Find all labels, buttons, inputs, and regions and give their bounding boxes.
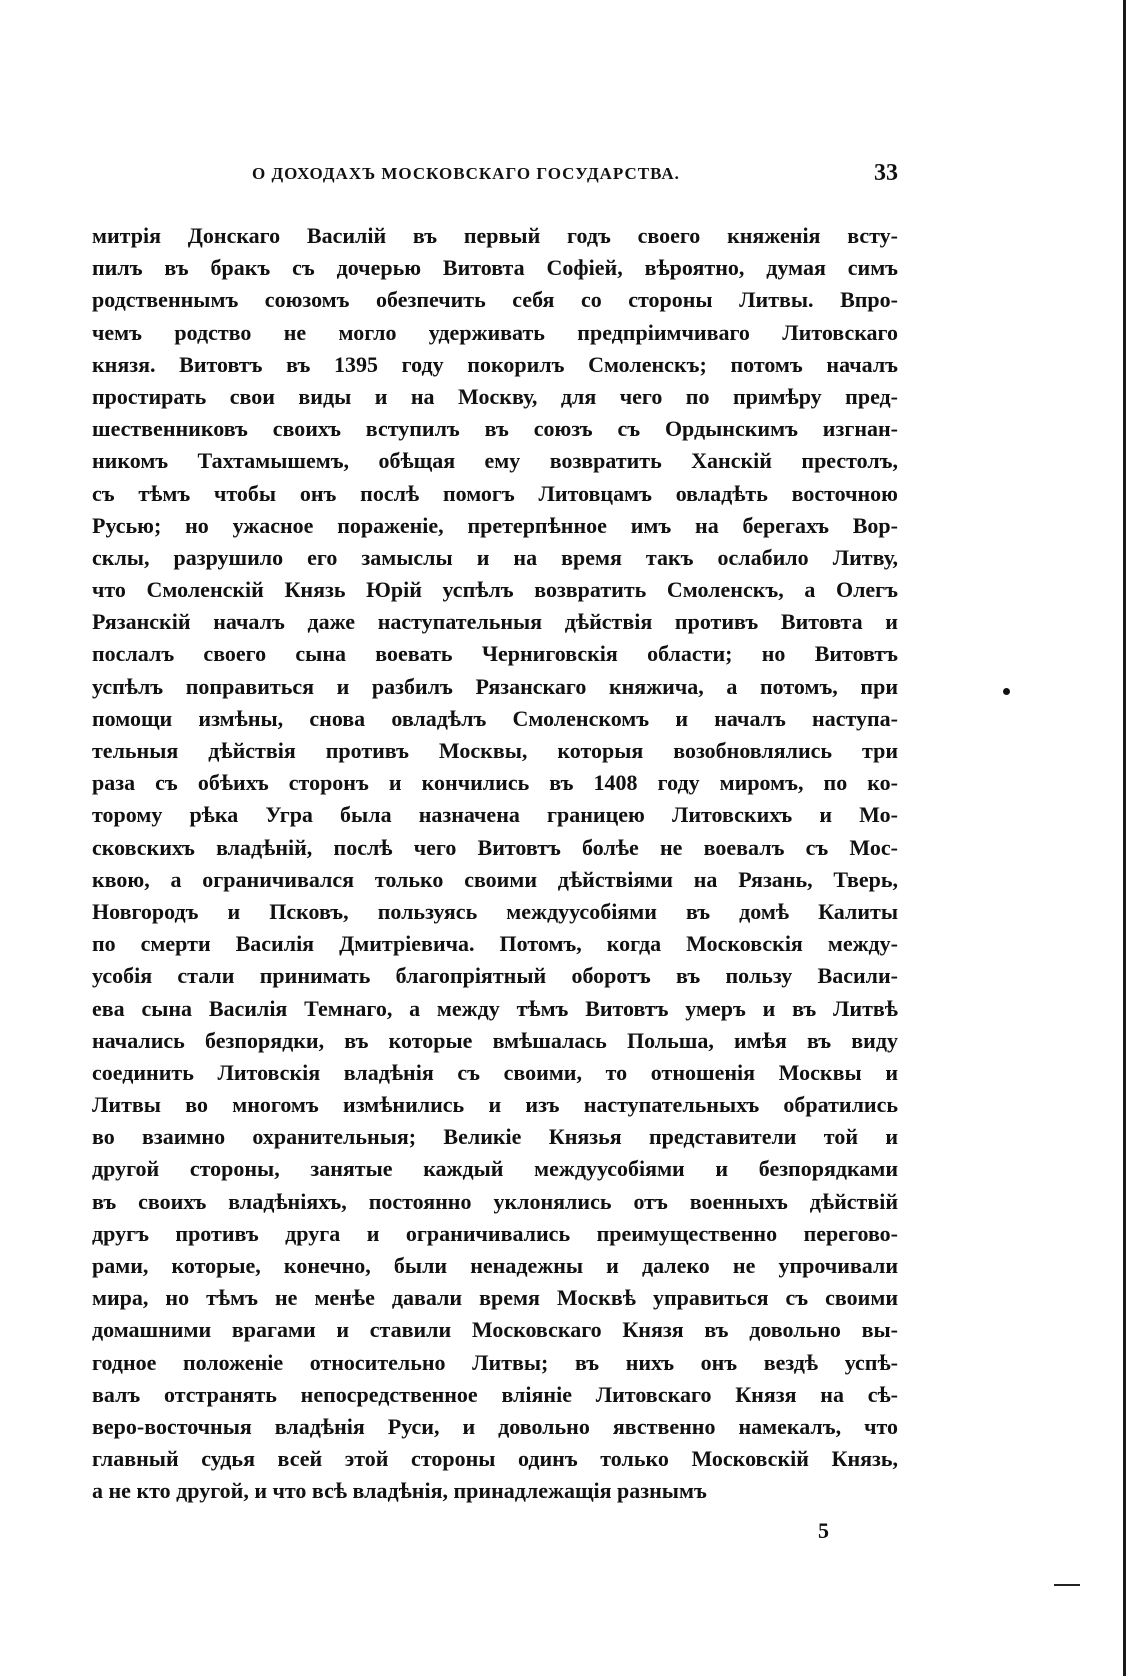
- text-line: усобія стали принимать благопріятный оборотъ въ пользу Васили-: [92, 963, 898, 989]
- text-line: родственнымъ союзомъ обезпечить себя со стороны Литвы. Впро-: [92, 287, 898, 313]
- margin-rule: [1054, 1584, 1080, 1586]
- text-line: успѣлъ поправиться и разбилъ Рязанскаго княжича, а потомъ, при: [92, 673, 898, 699]
- ink-speck: [1003, 688, 1010, 695]
- text-line: въ своихъ владѣніяхъ, постоянно уклонялись отъ военныхъ дѣйствій: [92, 1188, 898, 1214]
- signature-mark: 5: [818, 1518, 829, 1543]
- text-line: раза съ обѣихъ сторонъ и кончились въ 1408 году миромъ, по ко-: [92, 770, 898, 796]
- text-line: главный судья всей этой стороны одинъ только Московскій Князь,: [92, 1446, 898, 1472]
- text-line: а не кто другой, и что всѣ владѣнія, принадлежащія разнымъ: [92, 1478, 707, 1504]
- text-line: по смерти Василія Дмитріевича. Потомъ, когда Московскія между-: [92, 931, 898, 957]
- text-line: другъ противъ друга и ограничивались преимущественно перегово-: [92, 1220, 898, 1246]
- text-line: торому рѣка Угра была назначена границею Литовскихъ и Мо-: [92, 802, 898, 828]
- text-line: послалъ своего сына воевать Черниговскія области; но Витовтъ: [92, 641, 898, 667]
- text-line: сковскихъ владѣній, послѣ чего Витовтъ болѣе не воевалъ съ Мос-: [92, 834, 898, 860]
- text-line: пилъ въ бракъ съ дочерью Витовта Софіей, вѣроятно, думая симъ: [92, 255, 898, 281]
- text-line: веро-восточныя владѣнія Руси, и довольно явственно намекалъ, что: [92, 1413, 898, 1439]
- text-line: простирать свои виды и на Москву, для чего по примѣру пред-: [92, 383, 898, 409]
- text-line: квою, а ограничивался только своими дѣйствіями на Рязань, Тверь,: [92, 866, 898, 892]
- text-line: шественниковъ своихъ вступилъ въ союзъ съ Ордынскимъ изгнан-: [92, 416, 898, 442]
- text-line: соединить Литовскія владѣнія съ своими, то отношенія Москвы и: [92, 1059, 898, 1085]
- text-line: никомъ Тахтамышемъ, обѣщая ему возвратить Ханскій престолъ,: [92, 448, 898, 474]
- running-title: О ДОХОДАХЪ МОСКОВСКАГО ГОСУДАРСТВА.: [252, 164, 680, 183]
- text-line: тельныя дѣйствія противъ Москвы, которыя возобновлялись три: [92, 738, 898, 763]
- text-line: мира, но тѣмъ не менѣе давали время Москвѣ управиться съ своими: [92, 1285, 898, 1311]
- text-line: Русью; но ужасное пораженіе, претерпѣнное имъ на берегахъ Вор-: [92, 512, 898, 538]
- text-line: помощи измѣны, снова овладѣлъ Смоленскомъ и началъ наступа-: [92, 705, 898, 731]
- text-line: во взаимно охранительныя; Великіе Князья представители той и: [92, 1124, 898, 1150]
- text-line: князя. Витовтъ въ 1395 году покорилъ Смоленскъ; потомъ началъ: [92, 351, 898, 377]
- text-line: домашними врагами и ставили Московскаго Князя въ довольно вы-: [92, 1317, 898, 1343]
- text-line: митрія Донскаго Василій въ первый годъ своего княженія всту-: [92, 223, 898, 248]
- text-line: Рязанскій началъ даже наступательныя дѣйствія противъ Витовта и: [92, 609, 898, 635]
- text-line: склы, разрушило его замыслы и на время такъ ослабило Литву,: [92, 544, 898, 570]
- text-line: чемъ родство не могло удерживать предпріимчиваго Литовскаго: [92, 319, 898, 345]
- text-line: ева сына Василія Темнаго, а между тѣмъ Витовтъ умеръ и въ Литвѣ: [92, 995, 898, 1021]
- text-line: годное положеніе относительно Литвы; въ нихъ онъ вездѣ успѣ-: [92, 1349, 898, 1375]
- text-line: съ тѣмъ чтобы онъ послѣ помогъ Литовцамъ овладѣть восточною: [92, 480, 898, 506]
- text-line: Новгородъ и Псковъ, пользуясь междуусобіями въ домѣ Калиты: [92, 898, 898, 924]
- page-edge-shadow: [1123, 0, 1126, 1676]
- text-line: Литвы во многомъ измѣнились и изъ наступательныхъ обратились: [92, 1092, 898, 1118]
- text-line: начались безпорядки, въ которые вмѣшалась Польша, имѣя въ виду: [92, 1027, 898, 1053]
- text-line: другой стороны, занятые каждый междуусобіями и безпорядками: [92, 1156, 898, 1182]
- page-header: [92, 160, 898, 194]
- text-line: что Смоленскій Князь Юрій успѣлъ возвратить Смоленскъ, а Олегъ: [92, 577, 898, 603]
- text-line: валъ отстранять непосредственное вліяніе Литовскаго Князя на сѣ-: [92, 1381, 898, 1407]
- page-number: 33: [874, 160, 898, 186]
- text-line: рами, которые, конечно, были ненадежны и далеко не упрочивали: [92, 1253, 898, 1278]
- body-text: [92, 220, 898, 1508]
